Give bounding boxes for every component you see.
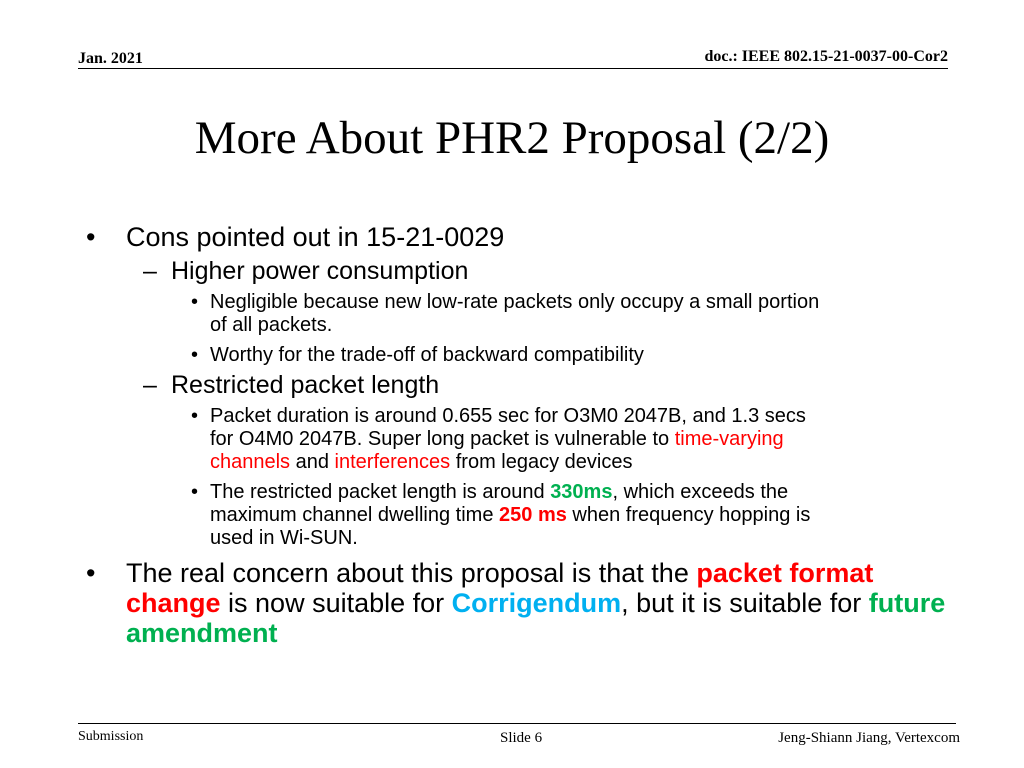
slide-body [86,222,956,648]
footer-submission: Submission [78,729,144,744]
highlight-corrigendum: Corrigendum [451,588,622,618]
footer-author: Jeng-Shiann Jiang, Vertexcom [778,730,960,746]
footer-divider [78,723,956,724]
item-duration-text-1: Packet duration is around 0.655 sec for O3M0 2047B, and 1.3 secs for O4M0 2047B. Super long packet is vulnerable to [210,405,806,450]
item-duration-text-3: from legacy devices [450,451,633,473]
footer-slide-number: Slide 6 [500,730,543,746]
sub-bullet-length-text: Restricted packet length [171,371,440,399]
dash-icon: – [143,257,157,285]
highlight-330ms: 330ms [550,481,613,503]
dash-icon: – [143,371,157,399]
item-restricted-text-1: The restricted packet length is around [210,481,551,503]
bullet-dot-icon: • [191,405,199,427]
item-restricted-text-2: , which exceeds the maximum channel dwelling time [210,481,789,526]
highlight-interferences: interferences [334,451,451,473]
header-divider [78,68,948,69]
highlight-future-amendment: future amendment [126,588,946,648]
item-worthy [86,344,830,367]
sub-bullet-power [86,256,956,286]
sub-bullet-power-text: Higher power consumption [171,257,469,285]
header-doc-id: doc.: IEEE 802.15-21-0037-00-Cor2 [704,48,948,65]
item-negligible-text: Negligible because new low-rate packets only occupy a small portion of all packets. [210,291,820,336]
bullet-concern-text-3: , but it is suitable for [621,588,869,618]
highlight-time-varying: time-varying channels [210,428,784,473]
bullet-cons [86,222,956,252]
item-restricted [86,481,830,550]
bullet-cons-text: Cons pointed out in 15-21-0029 [126,222,505,252]
bullet-concern-text-2: is now suitable for [220,588,452,618]
bullet-dot-icon: • [86,558,96,588]
bullet-concern [86,558,956,648]
header-date: Jan. 2021 [78,50,143,67]
bullet-dot-icon: • [191,291,199,313]
slide-title: More About PHR2 Proposal (2/2) [194,112,830,164]
bullet-dot-icon: • [191,344,199,366]
item-worthy-text: Worthy for the trade-off of backward compatibility [210,344,644,366]
item-restricted-text-3: when frequency hopping is used in Wi-SUN. [210,504,811,549]
item-duration [86,405,830,474]
bullet-dot-icon: • [191,481,199,503]
item-duration-text-2: and [290,451,335,473]
highlight-250ms: 250 ms [499,504,567,526]
item-negligible [86,291,830,337]
bullet-dot-icon: • [86,222,96,252]
sub-bullet-length [86,370,956,400]
bullet-concern-text-1: The real concern about this proposal is that the [126,558,697,588]
highlight-packet-format-change: packet format change [126,558,874,618]
